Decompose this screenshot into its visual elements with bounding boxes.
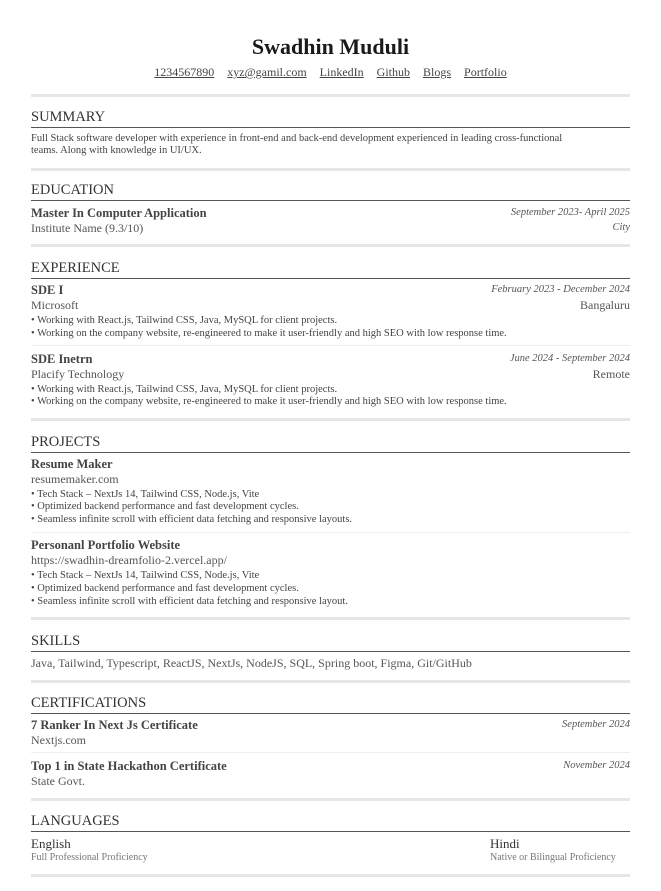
- project-link[interactable]: resumemaker.com: [31, 472, 119, 486]
- experience-location: Remote: [592, 367, 630, 381]
- linkedin-link[interactable]: LinkedIn: [319, 65, 364, 79]
- project-name: Resume Maker: [31, 457, 113, 471]
- education-degree: Master In Computer Application: [31, 206, 207, 220]
- item-divider: [31, 752, 630, 753]
- divider: [31, 798, 630, 801]
- experience-bullet: • Working on the company website, re-engineered to make it user-friendly and high SEO with low response time.: [31, 328, 507, 339]
- contact-links: [31, 65, 630, 80]
- skills-heading: SKILLS: [31, 632, 630, 652]
- project-bullet: • Optimized backend performance and fast development cycles.: [31, 583, 299, 594]
- project-link[interactable]: https://swadhin-dreamfolio-2.vercel.app/: [31, 553, 227, 567]
- language-level: Full Professional Proficiency: [31, 852, 148, 863]
- skills-list: Java, Tailwind, Typescript, ReactJS, NextJs, NodeJS, SQL, Spring boot, Figma, Git/GitHub: [31, 656, 472, 670]
- education-institute: Institute Name (9.3/10): [31, 221, 144, 235]
- divider: [31, 874, 630, 877]
- phone-link[interactable]: 1234567890: [154, 65, 215, 79]
- certification-date: September 2024: [562, 719, 630, 730]
- project-bullet: • Seamless infinite scroll with efficient data fetching and responsive layout.: [31, 596, 348, 607]
- language-name: English: [31, 836, 71, 851]
- experience-role: SDE I: [31, 283, 64, 297]
- experience-dates: February 2023 - December 2024: [491, 284, 630, 295]
- education-location: City: [612, 222, 630, 233]
- education-dates: September 2023- April 2025: [510, 207, 630, 218]
- summary-heading: SUMMARY: [31, 108, 630, 128]
- certification-issuer: State Govt.: [31, 774, 85, 788]
- project-bullet: • Tech Stack – NextJs 14, Tailwind CSS, Node.js, Vite: [31, 570, 260, 581]
- email-link[interactable]: xyz@gamil.com: [227, 65, 307, 79]
- education-heading: EDUCATION: [31, 181, 630, 201]
- experience-bullet: • Working with React.js, Tailwind CSS, Java, MySQL for client projects.: [31, 315, 338, 326]
- divider: [31, 617, 630, 620]
- projects-heading: PROJECTS: [31, 433, 630, 453]
- certification-name: Top 1 in State Hackathon Certificate: [31, 759, 227, 773]
- portfolio-link[interactable]: Portfolio: [464, 65, 507, 79]
- experience-bullet: • Working on the company website, re-engineered to make it user-friendly and high SEO with low response time.: [31, 396, 507, 407]
- certification-date: November 2024: [563, 760, 630, 771]
- experience-heading: EXPERIENCE: [31, 259, 630, 279]
- experience-role: SDE Inetrn: [31, 352, 93, 366]
- experience-company: Microsoft: [31, 298, 79, 312]
- language-level: Native or Bilingual Proficiency: [490, 852, 616, 863]
- language-name: Hindi: [490, 836, 520, 851]
- experience-dates: June 2024 - September 2024: [509, 353, 630, 364]
- project-bullet: • Seamless infinite scroll with efficient data fetching and responsive layouts.: [31, 514, 353, 525]
- divider: [31, 168, 630, 171]
- certifications-heading: CERTIFICATIONS: [31, 694, 630, 714]
- experience-company: Placify Technology: [31, 367, 125, 381]
- blogs-link[interactable]: Blogs: [423, 65, 452, 79]
- certification-issuer: Nextjs.com: [31, 733, 86, 747]
- divider: [31, 418, 630, 421]
- project-bullet: • Optimized backend performance and fast development cycles.: [31, 501, 299, 512]
- candidate-name: Swadhin Muduli: [251, 34, 410, 59]
- github-link[interactable]: Github: [376, 65, 411, 79]
- divider: [31, 244, 630, 247]
- certification-name: 7 Ranker In Next Js Certificate: [31, 718, 198, 732]
- project-bullet: • Tech Stack – NextJs 14, Tailwind CSS, Node.js, Vite: [31, 489, 260, 500]
- divider: [31, 680, 630, 683]
- divider: [31, 94, 630, 97]
- project-name: Personanl Portfolio Website: [31, 538, 181, 552]
- languages-heading: LANGUAGES: [31, 812, 630, 832]
- summary-text: Full Stack software developer with experience in front-end and back-end development experienced in leading cross-functional teams. Along with knowledge in UI/UX.: [31, 133, 563, 156]
- item-divider: [31, 345, 630, 346]
- experience-bullet: • Working with React.js, Tailwind CSS, Java, MySQL for client projects.: [31, 384, 338, 395]
- item-divider: [31, 532, 630, 533]
- experience-location: Bangaluru: [580, 298, 630, 312]
